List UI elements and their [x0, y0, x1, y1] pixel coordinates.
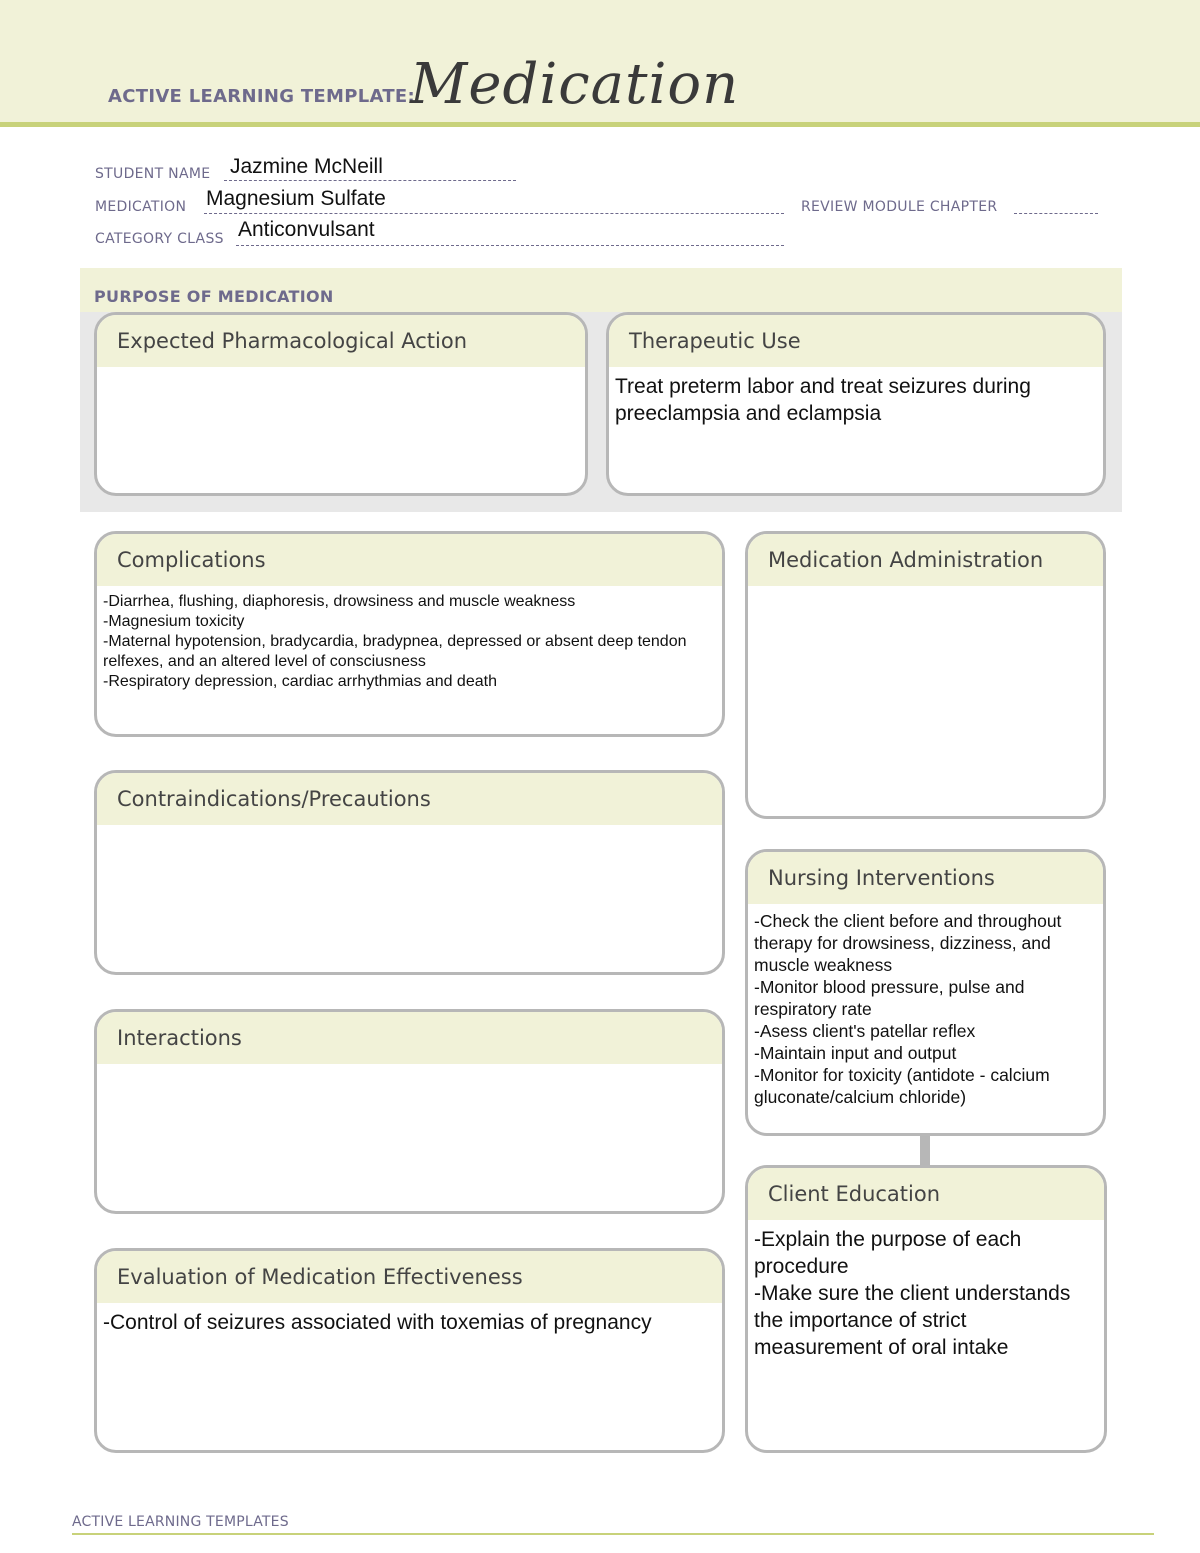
interactions-title: Interactions	[97, 1012, 722, 1064]
client-education-title: Client Education	[748, 1168, 1104, 1220]
category-class-field[interactable]: Anticonvulsant	[238, 218, 375, 241]
header-rule	[0, 122, 1200, 127]
nursing-interventions-title: Nursing Interventions	[748, 852, 1103, 904]
contraindications-card	[94, 770, 725, 975]
medication-label: MEDICATION	[95, 199, 187, 215]
review-module-label: REVIEW MODULE CHAPTER	[801, 199, 998, 215]
category-class-label: CATEGORY CLASS	[95, 231, 224, 247]
medication-administration-field[interactable]	[748, 586, 1103, 592]
therapeutic-use-card	[606, 312, 1106, 496]
client-education-field[interactable]: -Explain the purpose of each procedure -Make sure the client understands the importance of strict measurement of oral intake	[754, 1228, 1071, 1359]
client-education-card	[745, 1165, 1107, 1453]
medication-administration-card	[745, 531, 1106, 819]
category-class-line	[236, 245, 784, 246]
evaluation-field[interactable]: -Control of seizures associated with toxemias of pregnancy	[103, 1311, 652, 1334]
purpose-label: PURPOSE OF MEDICATION	[94, 287, 334, 306]
nursing-interventions-field[interactable]: -Check the client before and throughout therapy for drowsiness, dizziness, and muscle weakness -Monitor blood pressure, pulse and respiratory rate -Asess client's patellar reflex -Maintain input and output -Monitor for toxicity (antidote - calcium gluconate/calcium chloride)	[754, 911, 1062, 1107]
student-name-label: STUDENT NAME	[95, 166, 211, 182]
medication-field[interactable]: Magnesium Sulfate	[206, 187, 386, 210]
footer-rule	[72, 1533, 1154, 1535]
medication-line	[204, 213, 784, 214]
contraindications-field[interactable]	[97, 825, 722, 831]
medication-administration-title: Medication Administration	[748, 534, 1103, 586]
therapeutic-use-field[interactable]: Treat preterm labor and treat seizures during preeclampsia and eclampsia	[615, 375, 1031, 425]
interactions-card	[94, 1009, 725, 1214]
review-module-line	[1014, 213, 1098, 214]
interactions-field[interactable]	[97, 1064, 722, 1070]
evaluation-title: Evaluation of Medication Effectiveness	[97, 1251, 722, 1303]
expected-action-title: Expected Pharmacological Action	[97, 315, 585, 367]
expected-action-card	[94, 312, 588, 496]
nursing-interventions-card	[745, 849, 1106, 1136]
student-name-field[interactable]: Jazmine McNeill	[230, 155, 383, 178]
connector-line	[920, 1135, 930, 1167]
complications-field[interactable]: -Diarrhea, flushing, diaphoresis, drowsiness and muscle weakness -Magnesium toxicity -Maternal hypotension, bradycardia, bradypnea, depressed or absent deep tendon relfexes, and an altered level of consciusness -Respiratory depression, cardiac arrhythmias and death	[103, 593, 687, 690]
expected-action-field[interactable]	[97, 367, 585, 373]
template-title: Medication	[410, 52, 740, 117]
complications-title: Complications	[97, 534, 722, 586]
evaluation-card	[94, 1248, 725, 1453]
therapeutic-use-title: Therapeutic Use	[609, 315, 1103, 367]
footer-label: ACTIVE LEARNING TEMPLATES	[72, 1514, 289, 1530]
student-name-line	[224, 180, 516, 181]
complications-card	[94, 531, 725, 737]
contraindications-title: Contraindications/Precautions	[97, 773, 722, 825]
template-label: ACTIVE LEARNING TEMPLATE:	[108, 86, 415, 107]
